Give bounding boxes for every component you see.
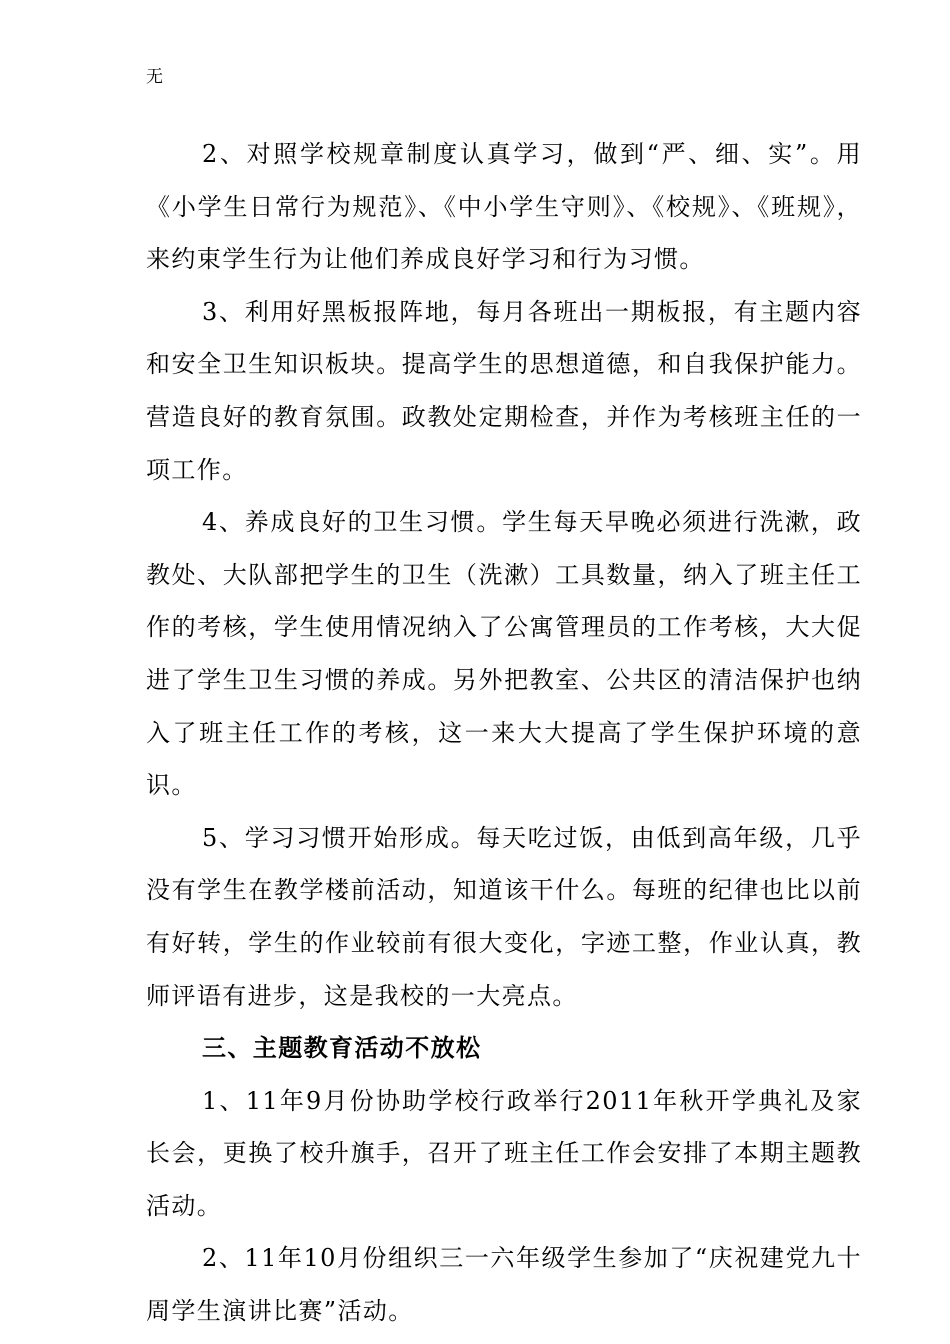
paragraph-hygiene: 4、养成良好的卫生习惯。学生每天早晚必须进行洗漱，政教处、大队部把学生的卫生（洗漱）工具数量，纳入了班主任工作的考核，学生使用情况纳入了公寓管理员的工作考核，大大促进了学生卫生习惯的养成。另外把教室、公共区的清洁保护也纳入了班主任工作的考核，这一来大大提高了学生保护环境的意识。 bbox=[146, 508, 862, 800]
paragraph-opening-ceremony: 1、11年9月份协助学校行政举行2011年秋开学典礼及家长会，更换了校升旗手，召开了班主任工作会安排了本期主题教活动。 bbox=[146, 1086, 862, 1220]
paragraph-blackboard: 3、利用好黑板报阵地，每月各班出一期板报，有主题内容和安全卫生知识板块。提高学生的思想道德，和自我保护能力。营造良好的教育氛围。政教处定期检查，并作为考核班主任的一项工作。 bbox=[146, 297, 862, 484]
paragraph-speech-contest: 2、11年10月份组织三一六年级学生参加了“庆祝建党九十周学生演讲比赛”活动。 bbox=[146, 1244, 862, 1326]
document-body bbox=[146, 128, 862, 1338]
paragraph-study-habits: 5、学习习惯开始形成。每天吃过饭，由低到高年级，几乎没有学生在教学楼前活动，知道该干什么。每班的纪律也比以前有好转，学生的作业较前有很大变化，字迹工整，作业认真，教师评语有进步，这是我校的一大亮点。 bbox=[146, 823, 862, 1010]
section-heading: 三、主题教育活动不放松 bbox=[202, 1034, 482, 1063]
paragraph-rules-study: 2、对照学校规章制度认真学习，做到“严、细、实”。用《小学生日常行为规范》、《中小学生守则》、《校规》、《班规》，来约束学生行为让他们养成良好学习和行为习惯。 bbox=[146, 140, 862, 274]
header-mark: 无 bbox=[146, 67, 163, 87]
